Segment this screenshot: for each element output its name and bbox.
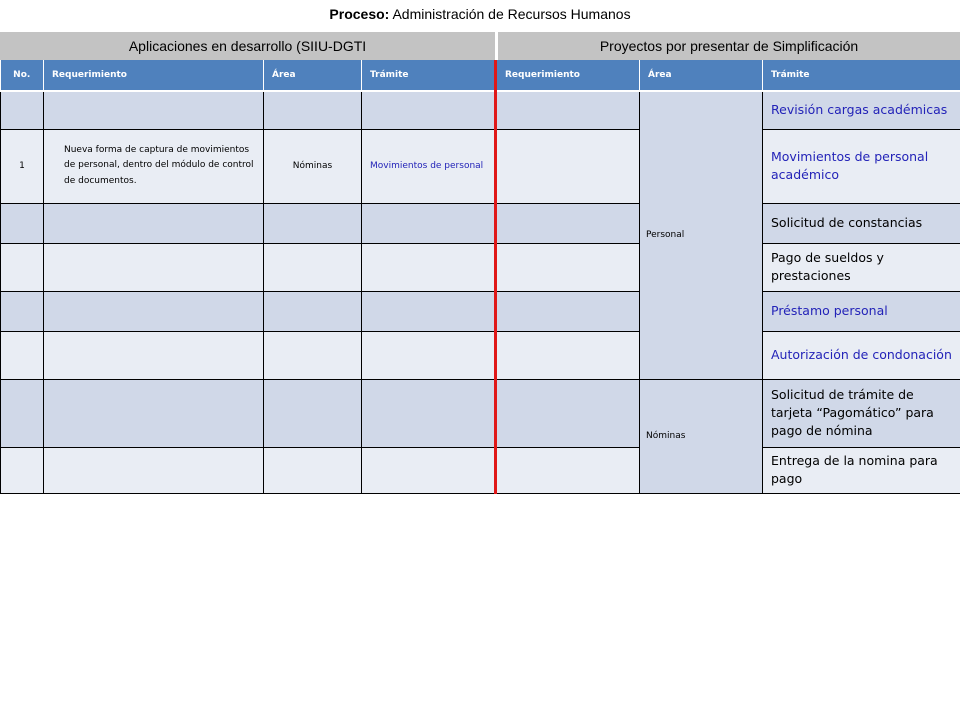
cell-no [1,243,44,291]
cell-tramite [362,243,496,291]
cell-right-tramite: Entrega de la nomina para pago [763,447,960,493]
cell-area [264,447,362,493]
cell-requerimiento [44,291,264,331]
col-header-no: No. [1,60,44,91]
cell-area [264,379,362,447]
cell-right-requerimiento [496,379,640,447]
cell-right-requerimiento [496,331,640,379]
title-label: Proceso: [329,6,390,22]
cell-right-requerimiento [496,447,640,493]
cell-right-requerimiento [496,91,640,129]
cell-right-area-personal: Personal [640,91,763,379]
cell-no [1,331,44,379]
cell-right-tramite: Movimientos de personal académico [763,129,960,203]
col-header-area: Área [264,60,362,91]
cell-area [264,91,362,129]
cell-requerimiento [44,331,264,379]
cell-no [1,447,44,493]
table-row [1,447,960,493]
cell-no [1,291,44,331]
cell-right-tramite: Solicitud de trámite de tarjeta “Pagomático” para pago de nómina [763,379,960,447]
cell-tramite [362,379,496,447]
cell-no [1,203,44,243]
cell-right-tramite: Préstamo personal [763,291,960,331]
cell-no: 1 [1,129,44,203]
cell-right-area-nominas: Nóminas [640,379,763,493]
cell-tramite [362,447,496,493]
cell-no [1,91,44,129]
col-header-tramite: Trámite [362,60,496,91]
cell-right-tramite: Pago de sueldos y prestaciones [763,243,960,291]
cell-requerimiento [44,243,264,291]
cell-right-tramite: Autorización de condonación [763,331,960,379]
col-header-area-2: Área [640,60,763,91]
cell-requerimiento: Nueva forma de captura de movimientos de personal, dentro del módulo de control de documentos. [44,129,264,203]
cell-no [1,379,44,447]
title-text: Administración de Recursos Humanos [392,6,631,22]
table-row [1,379,960,447]
cell-requerimiento [44,203,264,243]
cell-tramite [362,203,496,243]
col-header-requerimiento-2: Requerimiento [496,60,640,91]
cell-tramite [362,291,496,331]
section-right-header: Proyectos por presentar de Simplificación [498,32,960,60]
col-header-tramite-2: Trámite [763,60,960,91]
cell-tramite [362,91,496,129]
cell-right-requerimiento [496,203,640,243]
cell-area [264,243,362,291]
cell-right-requerimiento [496,291,640,331]
cell-right-tramite: Revisión cargas académicas [763,91,960,129]
cell-right-tramite: Solicitud de constancias [763,203,960,243]
table-row [1,291,960,331]
process-table [0,60,960,494]
cell-right-requerimiento [496,129,640,203]
cell-area [264,291,362,331]
cell-area [264,331,362,379]
cell-requerimiento [44,447,264,493]
cell-area: Nóminas [264,129,362,203]
col-header-requerimiento: Requerimiento [44,60,264,91]
table-row [1,203,960,243]
cell-requerimiento [44,379,264,447]
section-left-header: Aplicaciones en desarrollo (SIIU-DGTI [0,32,495,60]
cell-tramite [362,331,496,379]
cell-right-requerimiento [496,243,640,291]
cell-requerimiento [44,91,264,129]
table-row [1,91,960,129]
table-row [1,129,960,203]
table-row [1,243,960,291]
cell-area [264,203,362,243]
cell-tramite: Movimientos de personal [362,129,496,203]
page-title [0,6,960,22]
table-row [1,331,960,379]
header-row [1,60,960,91]
